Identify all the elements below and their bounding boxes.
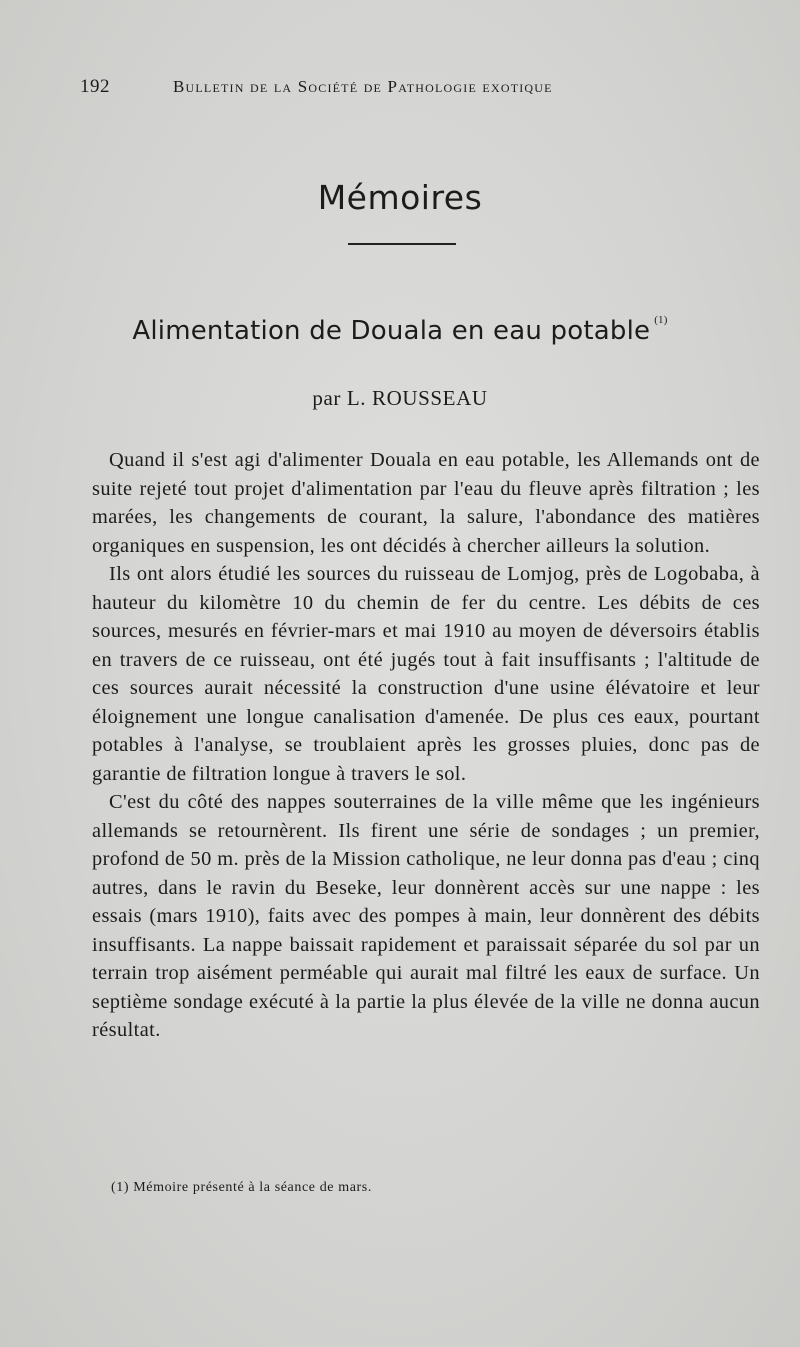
title-divider <box>348 243 456 245</box>
article-body <box>92 446 760 1045</box>
footnote-marker: (1) <box>654 314 668 326</box>
article-title <box>0 314 800 346</box>
paragraph-1: Quand il s'est agi d'alimenter Douala en eau potable, les Allemands ont de suite rejeté tout projet d'alimentation par l'eau du fleuve après filtration ; les marées, les changements de courant, la salure, l'abondance des matières organiques en suspension, les ont décidés à chercher ailleurs la solution. <box>92 449 760 557</box>
author-line: par L. ROUSSEAU <box>312 386 488 410</box>
article-title-text: Alimentation de Douala en eau potable <box>132 316 651 346</box>
section-title: Mémoires <box>317 178 483 217</box>
footnote: (1) Mémoire présenté à la séance de mars. <box>111 1180 372 1195</box>
paragraph-2: Ils ont alors étudié les sources du ruisseau de Lomjog, près de Logobaba, à hauteur du kilomètre 10 du chemin de fer du centre. Les débits de ces sources, mesurés en février-mars et mai 1910 au moyen de déversoirs établis en travers de ce ruisseau, ont été jugés tout à fait insuffisants ; l'altitude de ces sources aurait nécessité la construction d'une usine élévatoire et leur éloignement une longue canalisation d'amenée. De plus ces eaux, pourtant potables à l'analyse, se troublaient après les grosses pluies, donc pas de garantie de filtration longue à travers le sol. <box>92 563 760 785</box>
page-number: 192 <box>80 76 110 97</box>
running-head <box>80 76 720 106</box>
paragraph-3: C'est du côté des nappes souterraines de la ville même que les ingénieurs allemands se retournèrent. Ils firent une série de sondages ; un premier, profond de 50 m. près de la Mission catholique, ne leur donna pas d'eau ; cinq autres, dans le ravin du Beseke, leur donnèrent accès sur une nappe : les essais (mars 1910), faits avec des pompes à main, leur donnèrent des débits insuffisants. La nappe baissait rapidement et paraissait séparée du sol par un terrain trop aisément perméable qui aurait mal filtré les eaux de surface. Un septième sondage exécuté à la partie la plus élevée de la ville ne donna aucun résultat. <box>92 791 760 1041</box>
journal-title: Bulletin de la Société de Pathologie exotique <box>173 77 553 96</box>
